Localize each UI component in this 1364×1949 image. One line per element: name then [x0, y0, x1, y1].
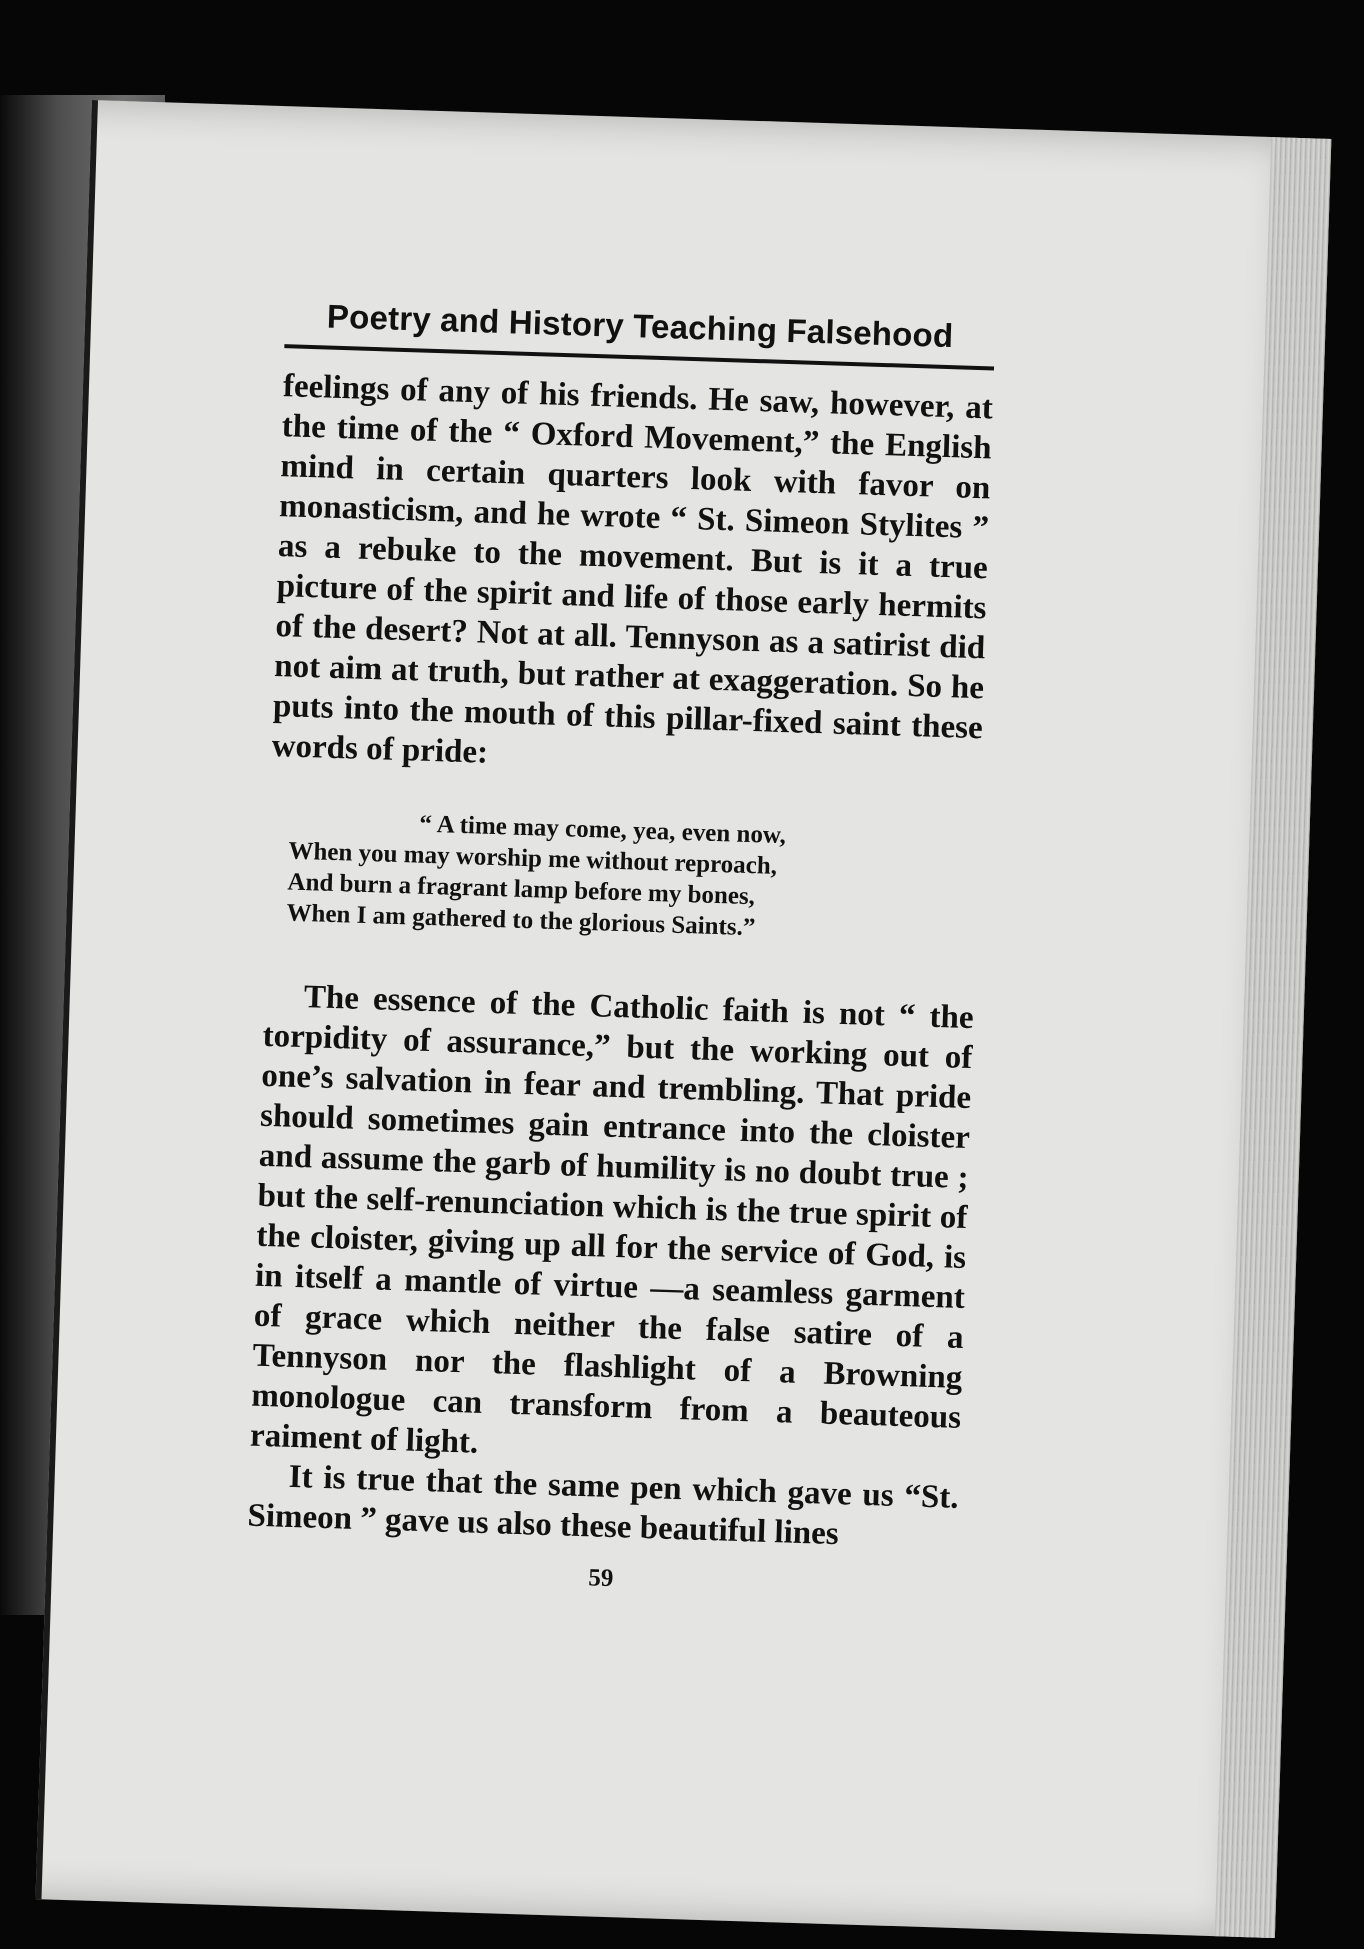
- verse-line: When you may worship me without reproach,: [288, 837, 778, 880]
- page-content: [246, 296, 996, 1604]
- paragraph-3: It is true that the same pen which gave us “St. Simeon ” gave us also these beautiful lines: [247, 1458, 960, 1553]
- paragraph-2: The essence of the Catholic faith is not “ the torpidity of assurance,” but the working out of one’s salvation in fear and trembling. That pride should sometimes gain entrance into the cloister and assume the garb of humility is no doubt true ; but the self-renunciation which is the true spirit of the cloister, giving up all for the service of God, is in itself a mantle of virtue —a seamless garment of grace which neither the false satire of a Tennyson nor the flashlight of a Browning monologue can transform from a beauteous raiment of light.: [249, 979, 975, 1461]
- verse-line: And burn a fragrant lamp before my bones,: [287, 868, 756, 911]
- paragraph-1: feelings of any of his friends. He saw, however, at the time of the “ Oxford Movement,” the English mind in certain quarters look with favor on monasticism, and he wrote “ St. Simeon Stylites ” as a rebuke to the movement. But is it a true picture of the spirit and life of those early hermits of the desert? Not at all. Tennyson as a satirist did not aim at truth, but rather at exaggeration. So he puts into the mouth of this pillar-fixed saint these words of pride:: [271, 368, 994, 771]
- verse-line: When I am gathered to the glorious Saints.”: [286, 899, 756, 942]
- page-number: 59: [587, 1564, 614, 1593]
- running-head: Poetry and History Teaching Falsehood: [284, 296, 995, 370]
- verse-line: “ A time may come, yea, even now,: [418, 810, 787, 850]
- page-stack-edge: [1215, 137, 1332, 1938]
- verse-quote: [286, 805, 980, 951]
- book-page: [35, 100, 1331, 1938]
